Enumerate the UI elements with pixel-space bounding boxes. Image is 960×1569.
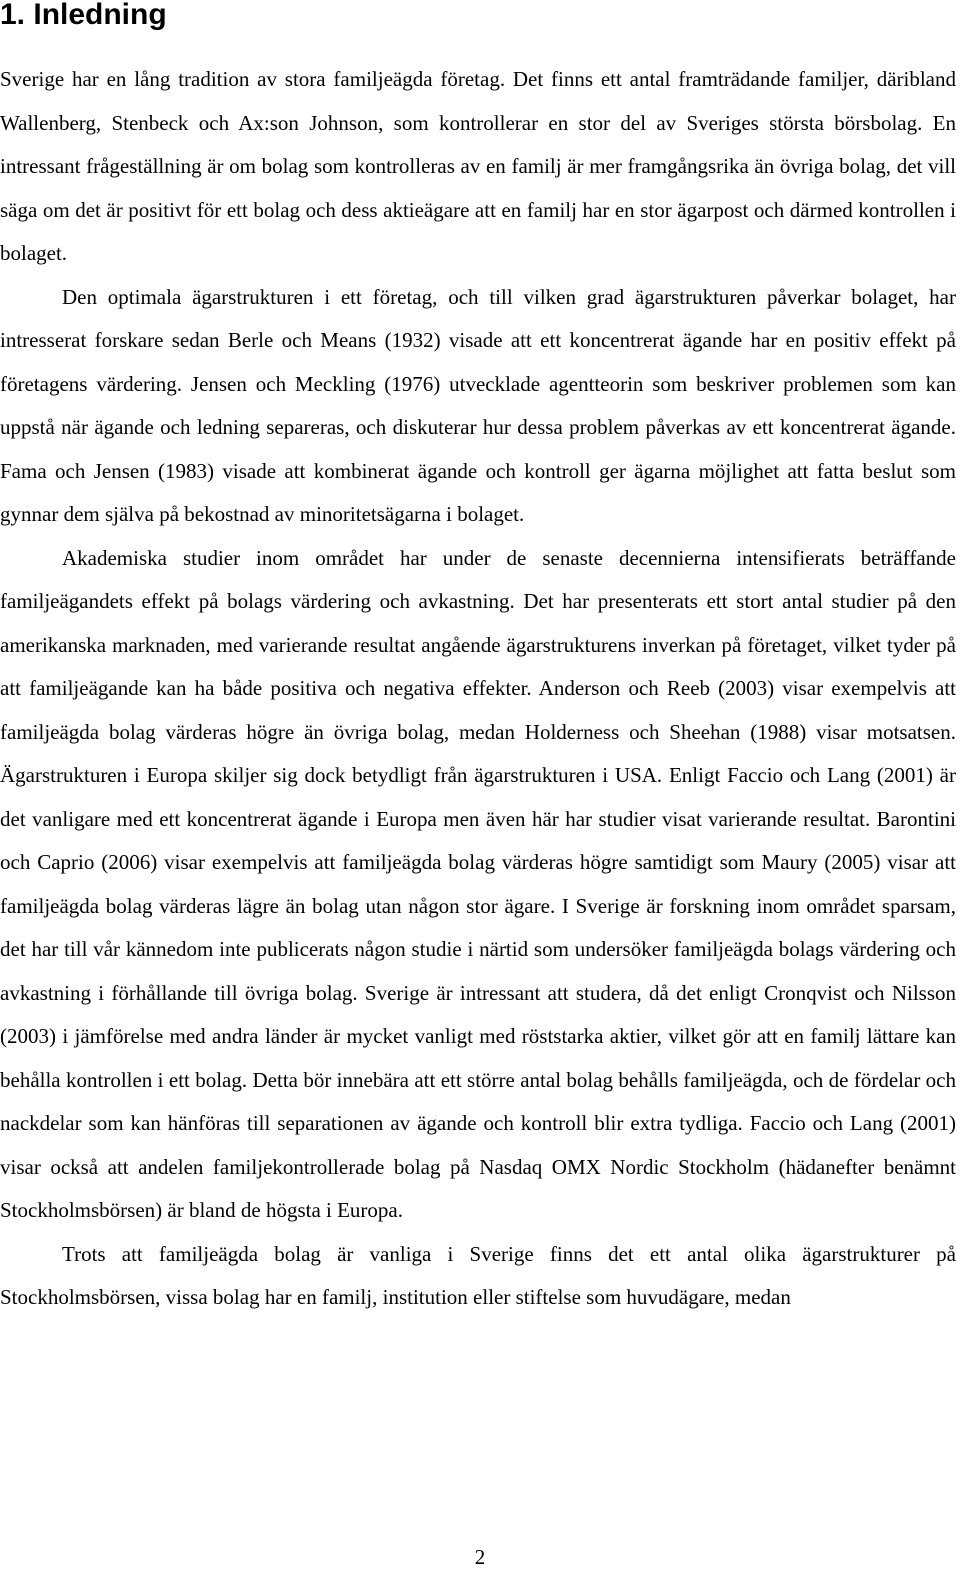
body-text [0, 58, 956, 1320]
paragraph-academic-studies: Akademiska studier inom området har under de senaste decennierna intensifierats beträffande familjeägandets effekt på bolags värdering och avkastning. Det har presenterats ett stort antal studier på den amerikanska marknaden, med varierande resultat angående ägarstrukturens inverkan på företaget, vilket tyder på att familjeägande kan ha både positiva och negativa effekter. Anderson och Reeb (2003) visar exempelvis att familjeägda bolag värderas högre än övriga bolag, medan Holderness och Sheehan (1988) visar motsatsen. Ägarstrukturen i Europa skiljer sig dock betydligt från ägarstrukturen i USA. Enligt Faccio och Lang (2001) är det vanligare med ett koncentrerat ägande i Europa men även här har studier visat varierande resultat. Barontini och Caprio (2006) visar exempelvis att familjeägda bolag värderas högre samtidigt som Maury (2005) visar att familjeägda bolag värderas lägre än bolag utan någon stor ägare. I Sverige är forskning inom området sparsam, det har till vår kännedom inte publicerats någon studie i närtid som undersöker familjeägda bolags värdering och avkastning i förhållande till övriga bolag. Sverige är intressant att studera, då det enligt Cronqvist och Nilsson (2003) i jämförelse med andra länder är mycket vanligt med röststarka aktier, vilket gör att en familj lättare kan behålla kontrollen i ett bolag. Detta bör innebära att ett större antal bolag behålls familjeägda, och de fördelar och nackdelar som kan hänföras till separationen av ägande och kontroll blir extra tydliga. Faccio och Lang (2001) visar också att andelen familjekontrollerade bolag på Nasdaq OMX Nordic Stockholm (hädanefter benämnt Stockholmsbörsen) är bland de högsta i Europa. [0, 545, 956, 1222]
paragraph-ownership-theory: Den optimala ägarstrukturen i ett företag, och till vilken grad ägarstrukturen påverkar bolaget, har intresserat forskare sedan Berle och Means (1932) visade att ett koncentrerat ägande har en positiv effekt på företagens värdering. Jensen och Meckling (1976) utvecklade agentteorin som beskriver problemen som kan uppstå när ägande och ledning separeras, och diskuterar hur dessa problem påverkas av ett koncentrerat ägande. Fama och Jensen (1983) visade att kombinerat ägande och kontroll ger ägarna möjlighet att fatta beslut som gynnar dem själva på bekostnad av minoritetsägarna i bolaget. [0, 284, 956, 526]
section-heading: 1. Inledning [0, 0, 167, 31]
paragraph-intro: Sverige har en lång tradition av stora familjeägda företag. Det finns ett antal framträdande familjer, däribland Wallenberg, Stenbeck och Ax:son Johnson, som kontrollerar en stor del av Sveriges största börsbolag. En intressant frågeställning är om bolag som kontrolleras av en familj är mer framgångsrika än övriga bolag, det vill säga om det är positivt för ett bolag och dess aktieägare att en familj har en stor ägarpost och därmed kontrollen i bolaget. [0, 67, 956, 265]
paragraph-ownership-structures: Trots att familjeägda bolag är vanliga i Sverige finns det ett antal olika ägarstrukturer på Stockholmsbörsen, vissa bolag har en familj, institution eller stiftelse som huvudägare, medan [0, 1241, 956, 1309]
page-number: 2 [474, 1545, 486, 1569]
